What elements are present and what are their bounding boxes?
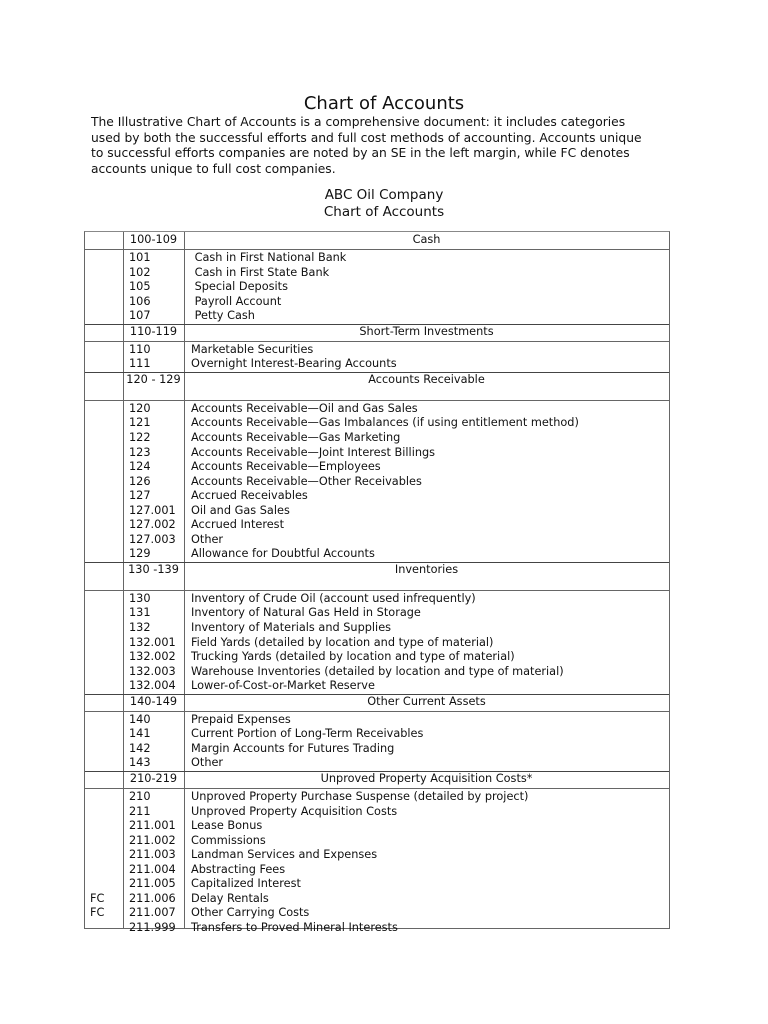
account-description: Accrued Interest [191,518,285,532]
account-description: Unproved Property Purchase Suspense (detailed by project) [191,789,529,803]
section-range: 140-149 [129,694,178,708]
section-title: Accounts Receivable [368,372,485,386]
account-code: 132.002 [129,650,176,664]
account-description: Inventory of Natural Gas Held in Storage [191,606,421,620]
section-title: Unproved Property Acquisition Costs* [320,771,533,785]
account-code: 127.003 [129,532,176,546]
account-code: 120 [129,401,151,415]
account-code: 140 [129,712,151,726]
account-description: Transfers to Proved Mineral Interests [191,920,398,934]
account-description: Lease Bonus [191,819,263,833]
intro-line: The Illustrative Chart of Accounts is a comprehensive document: it includes categories [91,115,626,129]
section-range: 100-109 [129,233,178,246]
account-description: Accounts Receivable—Other Receivables [191,474,422,488]
account-description: Cash in First National Bank [191,251,347,264]
row-divider [85,711,669,712]
chart-subtitle: Chart of Accounts [323,204,445,220]
account-description: Accounts Receivable—Oil and Gas Sales [191,401,418,415]
account-code: 132.004 [129,679,176,693]
section-range: 120 - 129 [126,372,181,386]
account-description: Accounts Receivable—Joint Interest Billings [191,445,436,459]
account-description: Petty Cash [191,309,255,323]
account-code: 110 [129,342,151,356]
account-code: 211 [129,804,151,818]
intro-paragraph [91,115,691,177]
method-mark: FC [90,891,105,905]
account-description: Unproved Property Acquisition Costs [191,804,398,818]
company-name: ABC Oil Company [324,187,444,203]
account-description: Lower-of-Cost-or-Market Reserve [191,679,375,693]
account-code: 211.001 [129,819,176,833]
account-code: 124 [129,460,151,474]
section-range: 110-119 [129,324,178,338]
account-code: 211.003 [129,848,176,862]
account-code: 111 [129,357,151,371]
account-code: 210 [129,789,151,803]
account-code: 127.001 [129,503,176,517]
account-description: Accounts Receivable—Gas Marketing [191,430,401,444]
account-code: 142 [129,741,151,755]
account-description: Cash in First State Bank [191,265,330,279]
account-description: Marketable Securities [191,342,314,356]
account-description: Trucking Yards (detailed by location and type of material) [191,650,515,664]
account-description: Other Carrying Costs [191,906,310,920]
row-divider [85,400,669,401]
account-description: Warehouse Inventories (detailed by location and type of material) [191,664,564,678]
account-code: 122 [129,430,151,444]
account-description: Inventory of Crude Oil (account used infrequently) [191,591,476,605]
account-description: Special Deposits [191,280,288,294]
account-description: Other [191,756,224,770]
account-code: 123 [129,445,151,459]
account-code: 143 [129,756,151,770]
account-code: 130 [129,591,151,605]
account-code: 132 [129,621,151,634]
account-code: 211.999 [129,920,176,934]
row-divider [85,341,669,342]
intro-line: to successful efforts companies are noted by an SE in the left margin, while FC denotes [91,146,630,160]
chart-of-accounts-table [84,231,670,934]
account-code: 211.007 [129,906,176,920]
account-code: 211.005 [129,877,176,891]
account-code: 126 [129,474,151,488]
account-code: 211.002 [129,833,176,847]
section-range: 210-219 [129,771,178,785]
account-description: Other [191,532,224,546]
account-code: 211.004 [129,862,176,876]
account-code: 211.006 [129,891,176,905]
account-description: Accounts Receivable—Employees [191,460,381,474]
account-code: 129 [129,547,151,561]
account-code: 127.002 [129,518,176,532]
account-code: 121 [129,416,151,430]
account-code: 132.001 [129,635,176,649]
account-description: Capitalized Interest [191,877,301,891]
section-range: 130 -139 [128,562,179,576]
section-title: Other Current Assets [367,694,486,708]
intro-line: used by both the successful efforts and full cost methods of accounting. Accounts unique [91,130,642,145]
account-code: 106 [129,294,151,308]
page-title: Chart of Accounts [303,93,465,114]
account-code: 105 [129,280,151,294]
account-code: 102 [129,265,151,279]
row-divider [85,249,669,250]
account-description: Delay Rentals [191,891,269,905]
account-description: Payroll Account [191,294,282,308]
row-divider [85,788,669,789]
account-description: Margin Accounts for Futures Trading [191,741,395,755]
account-description: Landman Services and Expenses [191,848,378,862]
company-heading [0,187,768,221]
account-code: 107 [129,309,151,323]
account-code: 127 [129,489,151,503]
account-description: Accounts Receivable—Gas Imbalances (if using entitlement method) [191,416,579,430]
account-description: Overnight Interest-Bearing Accounts [191,357,397,371]
account-description: Current Portion of Long-Term Receivables [191,727,424,741]
account-description: Prepaid Expenses [191,712,291,726]
section-title: Inventories [394,562,459,576]
account-code: 132.003 [129,664,176,678]
account-description: Commissions [191,833,266,847]
account-description: Abstracting Fees [191,862,286,876]
account-code: 131 [129,606,151,620]
account-code: 101 [129,251,151,264]
row-divider [85,590,669,591]
account-description: Allowance for Doubtful Accounts [191,547,375,561]
method-mark: FC [90,906,105,920]
section-title: Short-Term Investments [359,324,494,338]
intro-line: accounts unique to full cost companies. [91,161,336,176]
account-description: Oil and Gas Sales [191,503,290,517]
account-description: Inventory of Materials and Supplies [191,621,392,634]
account-description: Field Yards (detailed by location and type of material) [191,635,494,649]
section-title: Cash [412,233,441,246]
account-code: 141 [129,727,151,741]
account-description: Accrued Receivables [191,489,308,503]
